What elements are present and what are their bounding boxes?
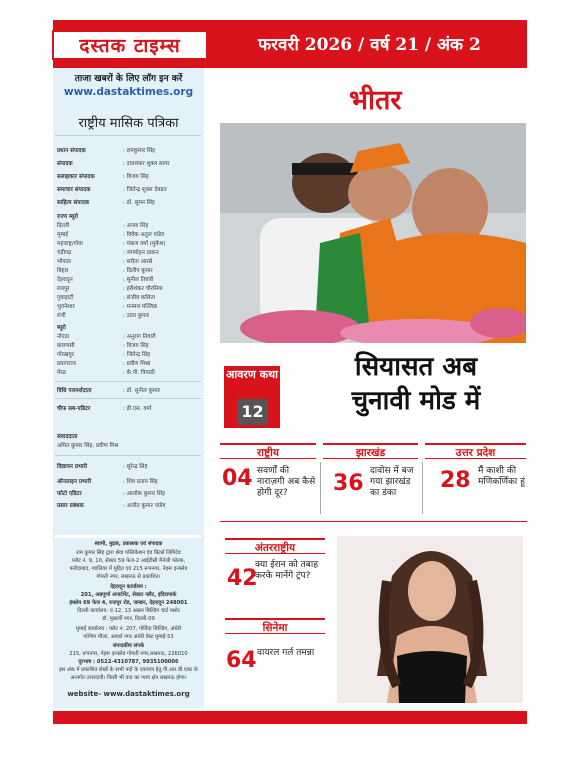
staff-row: संपादक : दयाशंकर शुक्ल सागर xyxy=(57,161,170,167)
page-number[interactable]: 42 xyxy=(227,566,258,591)
bureau-row: मेरठ : के.पी. त्रिपाठी xyxy=(57,370,155,376)
monthly-title: राष्ट्रीय मासिक पत्रिका xyxy=(78,116,179,131)
page-number[interactable]: 64 xyxy=(226,648,257,673)
divider xyxy=(55,535,201,538)
legal-row: विधि परामर्शदाता : डॉ. सुनील कुमार xyxy=(57,388,160,394)
contact-phone: दूरभाष : 0522-4310787, 9935100006 xyxy=(78,659,179,665)
footer-bar xyxy=(53,711,527,724)
website-link[interactable]: www.dastaktimes.org xyxy=(63,86,194,98)
story-teaser[interactable]: वायरल गर्ल तमन्ना xyxy=(257,648,315,658)
ads-row: फोटो एडिटर : आलोक कुमार सिंह xyxy=(57,491,166,497)
contact-title: संपादकीय संपर्क xyxy=(112,643,145,649)
headline-line: चुनावी मोड में xyxy=(351,386,481,416)
dehradun-address: 201, अन्नपूर्णा अपार्टमेंट, सेक्टर फ्लैट, इंदिरापार्क xyxy=(80,592,177,598)
divider xyxy=(320,462,321,514)
staff-row: सलाहकार संपादक : विजय सिंह xyxy=(57,174,149,180)
correspondent-title: संवाददाता xyxy=(57,434,78,440)
legal-note: इस अंक में प्रकाशित लेखों के सभी पदों के एकमात्र हेतु पी.आर.बी.एक्ट के xyxy=(59,667,198,673)
cinema-photo-art xyxy=(337,536,523,703)
legal-note: अन्तर्गत उत्तरदायी। किसी भी वाद का न्याय क्षेत्र लखनऊ होगा। xyxy=(70,675,187,681)
mumbai-address: पश्चिम मौजा, आदर्श नगर अंधेरी वेस्ट मुम्बई-53 xyxy=(83,634,174,640)
print-line: राम कुमार सिंह द्वारा श्रेया पब्लिकेशन एंड प्रिंटर्स लिमिटेड xyxy=(76,550,181,556)
print-line: प्लॉट नं. 9, 10, सेक्टर 59 फेज-2 आईटीसी मैनेजी फोल्क, xyxy=(71,558,186,564)
tab-uttar-pradesh[interactable]: उत्तर प्रदेश xyxy=(425,443,526,459)
divider xyxy=(55,381,201,382)
bureau-row: वाराणसी : विजय सिंह xyxy=(57,343,149,349)
owner-title: स्वामी, मुद्रक, प्रकाशक एवं संपादक xyxy=(94,541,163,547)
bureau-row: महाराष्ट्र/गोवा : पंकज वर्मा (मुकेश) xyxy=(57,241,166,247)
issue-info: फरवरी 2026 / वर्ष 21 / अंक 2 xyxy=(258,35,481,55)
cinema-photo xyxy=(337,536,523,703)
chief-row: चीफ सब-एडिटर : डी.एस. वर्मा xyxy=(57,406,152,412)
divider xyxy=(55,455,201,456)
cover-headline[interactable] xyxy=(305,350,527,418)
bureau-row: रायपुर : हरीशंकर चौरसिया xyxy=(57,286,163,292)
divider xyxy=(55,398,201,399)
dehradun-title: देहरादून कार्यालय : xyxy=(110,584,147,590)
login-tagline: ताजा खबरों के लिए लॉग इन करें xyxy=(74,74,183,84)
website-footer[interactable]: website- www.dastaktimes.org xyxy=(67,690,190,698)
cover-story-badge: आवरण कथा xyxy=(224,366,280,428)
bureau2-title: ब्यूरो xyxy=(57,325,66,331)
story-teaser[interactable]: क्या ईरान को तबाह करके मानेंगे ट्रंप? xyxy=(255,560,318,581)
bureau-row: चंडीगढ़ : जगमोहन ठाकन xyxy=(57,250,159,256)
divider xyxy=(55,135,201,136)
tab-jharkhand[interactable]: झारखंड xyxy=(323,443,418,459)
story-teaser[interactable]: मैं काशी की मणिकर्णिका हूं xyxy=(478,466,525,487)
headline-line: सियासत अब xyxy=(354,352,478,382)
bureau-row: दिल्ली : अजय सिंह xyxy=(57,223,149,229)
divider xyxy=(422,462,423,514)
ads-row: ऑनलाइन प्रभारी : शिव प्रताप सिंह xyxy=(57,479,158,485)
delhi-address: डॉ. मुखर्जी नगर, दिल्ली-09 xyxy=(102,616,155,622)
ads-row: विज्ञापन प्रभारी : सुरेन्द्र सिंह xyxy=(57,464,148,470)
cover-photo xyxy=(220,123,526,343)
tab-international[interactable]: अंतरराष्ट्रीय xyxy=(225,538,325,554)
bureau-row: भुवनेश्वर : मनमथ मल्लिक xyxy=(57,304,158,310)
page-number[interactable]: 28 xyxy=(440,468,471,493)
story-teaser[interactable]: सवर्णों की नाराज़गी अब कैसे होगी दूर? xyxy=(257,466,316,498)
logo[interactable]: दस्तक टाइम्स xyxy=(52,30,208,60)
bureau-row: भोपाल : सरीता आरसे xyxy=(57,259,153,265)
cover-story-page[interactable]: 12 xyxy=(237,399,268,425)
staff-row: समाचार संपादक : जितेन्द्र शुक्ल देवव्रत xyxy=(57,187,167,193)
dehradun-address: इंक्लेव 69 फेज 4, राजपुर रोड, जाखन, देहरादून 248001 xyxy=(69,600,188,606)
staff-row: प्रधान संपादक : रामकुमार सिंह xyxy=(57,148,156,154)
bureau-title: राज्य ब्यूरो xyxy=(57,214,78,220)
cover-photo-art xyxy=(220,123,526,343)
bureau-row: रांची : उदय कुमार xyxy=(57,313,150,319)
bureau-row: बिहार : दिलीप कुमार xyxy=(57,268,153,274)
correspondent-names: अमित कुमार सिंह, प्रवीण मिश्र xyxy=(57,443,119,449)
section-title: भीतर xyxy=(349,85,402,116)
delhi-address: दिल्ली कार्यालय: ए-12, 13 अंसल बिल्डिंग चार्ट फ्लोर xyxy=(77,608,180,614)
bureau-row: मुम्बई : विवेक अतुल पांडेय xyxy=(57,232,165,238)
mumbai-address: मुम्बई कार्यालय : फ्लैट नं. 207, गोविंदा बिल्डिंग, अंधेरी xyxy=(75,626,182,632)
print-line: फरीदाबाद, ग्वालियर में मुद्रित एवं 215 रूपनगर, नेहरू इन्क्लेव xyxy=(69,566,188,572)
bureau-row: नोएडा : अनुराग तिवारी xyxy=(57,334,156,340)
print-line: गोमती नगर, लखनऊ से प्रकाशित। xyxy=(96,574,161,580)
tab-rashtriya[interactable]: राष्ट्रीय xyxy=(220,443,316,459)
contact-address: 215, रूपनगर, नेहरू इन्क्लेव गोमती नगर,लखनऊ, 226010 xyxy=(69,651,188,657)
tab-cinema[interactable]: सिनेमा xyxy=(225,618,325,634)
story-teaser[interactable]: दावोस में बज गया झारखंड का डंका xyxy=(370,466,414,498)
staff-row: साहित्य संपादक : डॉ. सुमन सिंह xyxy=(57,200,155,206)
bureau-row: गुवाहाटी : संजीव कलिता xyxy=(57,295,156,301)
page-number[interactable]: 04 xyxy=(222,466,253,491)
divider xyxy=(220,521,527,522)
page-number[interactable]: 36 xyxy=(333,471,364,496)
bureau-row: गोरखपुर : जितेन्द्र सिंह xyxy=(57,352,151,358)
bureau-row: प्रयागराज : प्रवीण मिश्रा xyxy=(57,361,151,367)
bureau-row: देहरादून : सुनील तिवारी xyxy=(57,277,154,283)
ads-row: प्रसार प्रबंधक : अजीत कुमार पांडेय xyxy=(57,503,166,509)
